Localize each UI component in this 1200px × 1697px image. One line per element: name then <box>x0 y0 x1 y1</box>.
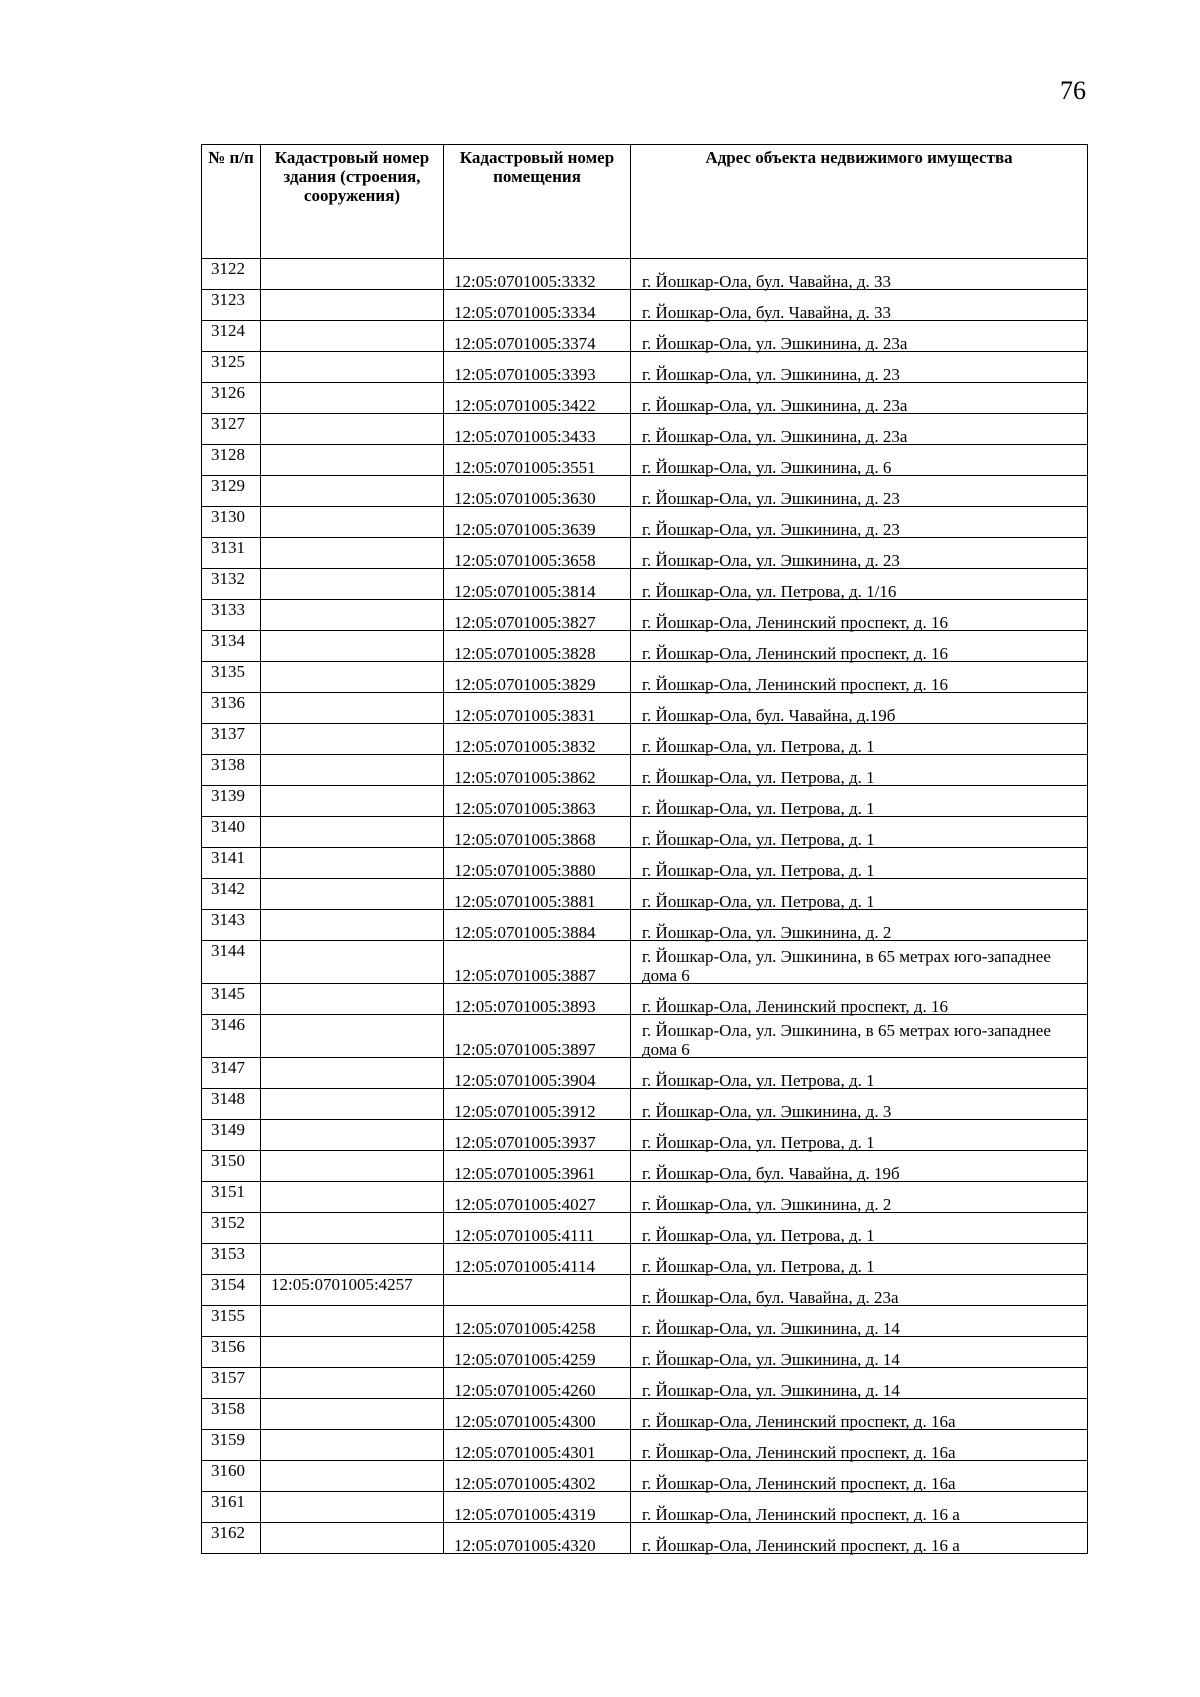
address-text: г. Йошкар-Ола, ул. Эшкинина, д. 3 <box>642 1102 892 1121</box>
address-text: г. Йошкар-Ола, ул. Эшкинина, д. 14 <box>642 1350 900 1369</box>
building-number-cell <box>261 1182 444 1213</box>
address-cell <box>631 1337 1088 1368</box>
premises-number-text: 12:05:0701005:4259 <box>454 1350 596 1369</box>
table-row <box>202 1523 1088 1554</box>
row-number-cell: 3154 <box>202 1275 261 1306</box>
building-number-cell <box>261 1015 444 1058</box>
row-number-cell: 3142 <box>202 879 261 910</box>
header-building-cadastral-number: Кадастровый номер здания (строения, сооружения) <box>261 145 444 259</box>
building-number-cell <box>261 321 444 352</box>
premises-number-text: 12:05:0701005:3912 <box>454 1102 596 1121</box>
row-number-cell: 3136 <box>202 693 261 724</box>
row-number-cell: 3147 <box>202 1058 261 1089</box>
table-row <box>202 383 1088 414</box>
building-number-cell <box>261 693 444 724</box>
address-cell <box>631 1120 1088 1151</box>
table-row <box>202 910 1088 941</box>
building-number-cell <box>261 538 444 569</box>
premises-number-text: 12:05:0701005:3893 <box>454 997 596 1016</box>
table-row <box>202 414 1088 445</box>
table-row <box>202 321 1088 352</box>
address-cell <box>631 1244 1088 1275</box>
address-cell <box>631 538 1088 569</box>
table-row <box>202 600 1088 631</box>
address-text: г. Йошкар-Ола, ул. Эшкинина, д. 23 <box>642 365 900 384</box>
premises-number-cell <box>444 941 631 984</box>
building-number-cell <box>261 445 444 476</box>
table-row <box>202 1015 1088 1058</box>
address-text: г. Йошкар-Ола, ул. Эшкинина, д. 23а <box>642 427 908 446</box>
row-number-cell: 3140 <box>202 817 261 848</box>
row-number-cell: 3133 <box>202 600 261 631</box>
address-cell <box>631 724 1088 755</box>
premises-number-cell <box>444 352 631 383</box>
building-number-cell <box>261 1368 444 1399</box>
table-row <box>202 1058 1088 1089</box>
premises-number-cell <box>444 755 631 786</box>
row-number-cell: 3131 <box>202 538 261 569</box>
table-row <box>202 662 1088 693</box>
row-number-cell: 3134 <box>202 631 261 662</box>
premises-number-cell <box>444 1120 631 1151</box>
table-row <box>202 1399 1088 1430</box>
row-number-cell: 3155 <box>202 1306 261 1337</box>
address-cell <box>631 507 1088 538</box>
row-number-cell: 3144 <box>202 941 261 984</box>
premises-number-cell <box>444 1523 631 1554</box>
premises-number-text: 12:05:0701005:3868 <box>454 830 596 849</box>
address-text: г. Йошкар-Ола, Ленинский проспект, д. 16 <box>642 997 948 1016</box>
building-number-cell <box>261 476 444 507</box>
address-text: г. Йошкар-Ола, ул. Эшкинина, в 65 метрах юго-западнее дома 6 <box>642 947 1051 985</box>
address-cell <box>631 352 1088 383</box>
premises-number-cell <box>444 1058 631 1089</box>
row-number-cell: 3123 <box>202 290 261 321</box>
premises-number-text: 12:05:0701005:3827 <box>454 613 596 632</box>
premises-number-cell <box>444 1244 631 1275</box>
premises-number-text: 12:05:0701005:3961 <box>454 1164 596 1183</box>
building-number-cell <box>261 352 444 383</box>
row-number-cell: 3162 <box>202 1523 261 1554</box>
premises-number-cell <box>444 600 631 631</box>
premises-number-cell <box>444 631 631 662</box>
table-row <box>202 1337 1088 1368</box>
header-property-address: Адрес объекта недвижимого имущества <box>631 145 1088 259</box>
table-row <box>202 1182 1088 1213</box>
address-cell <box>631 1306 1088 1337</box>
premises-number-text: 12:05:0701005:3658 <box>454 551 596 570</box>
premises-number-text: 12:05:0701005:4258 <box>454 1319 596 1338</box>
address-text: г. Йошкар-Ола, Ленинский проспект, д. 16а <box>642 1474 956 1493</box>
address-cell <box>631 1058 1088 1089</box>
premises-number-text: 12:05:0701005:3937 <box>454 1133 596 1152</box>
address-text: г. Йошкар-Ола, Ленинский проспект, д. 16 <box>642 644 948 663</box>
address-text: г. Йошкар-Ола, ул. Эшкинина, д. 23а <box>642 334 908 353</box>
address-cell <box>631 1492 1088 1523</box>
row-number-cell: 3158 <box>202 1399 261 1430</box>
address-text: г. Йошкар-Ола, ул. Эшкинина, д. 6 <box>642 458 892 477</box>
address-cell <box>631 569 1088 600</box>
premises-number-text: 12:05:0701005:3393 <box>454 365 596 384</box>
premises-number-text: 12:05:0701005:3814 <box>454 582 596 601</box>
table-row <box>202 445 1088 476</box>
address-cell <box>631 631 1088 662</box>
address-text: г. Йошкар-Ола, Ленинский проспект, д. 16а <box>642 1443 956 1462</box>
premises-number-cell <box>444 321 631 352</box>
premises-number-text: 12:05:0701005:4260 <box>454 1381 596 1400</box>
premises-number-cell <box>444 724 631 755</box>
address-text: г. Йошкар-Ола, ул. Петрова, д. 1 <box>642 768 875 787</box>
address-text: г. Йошкар-Ола, ул. Эшкинина, д. 2 <box>642 1195 892 1214</box>
building-number-cell <box>261 1399 444 1430</box>
premises-number-cell <box>444 1015 631 1058</box>
row-number-cell: 3139 <box>202 786 261 817</box>
building-number-cell <box>261 600 444 631</box>
premises-number-cell <box>444 414 631 445</box>
premises-number-cell <box>444 1213 631 1244</box>
address-cell <box>631 910 1088 941</box>
building-number-cell <box>261 848 444 879</box>
building-number-cell <box>261 1244 444 1275</box>
address-text: г. Йошкар-Ола, ул. Эшкинина, д. 14 <box>642 1319 900 1338</box>
row-number-cell: 3153 <box>202 1244 261 1275</box>
building-number-cell <box>261 290 444 321</box>
premises-number-text: 12:05:0701005:4319 <box>454 1505 596 1524</box>
address-cell <box>631 321 1088 352</box>
premises-number-text: 12:05:0701005:3433 <box>454 427 596 446</box>
premises-number-text: 12:05:0701005:3863 <box>454 799 596 818</box>
address-text: г. Йошкар-Ола, Ленинский проспект, д. 16а <box>642 1412 956 1431</box>
row-number-cell: 3152 <box>202 1213 261 1244</box>
address-cell <box>631 383 1088 414</box>
address-text: г. Йошкар-Ола, ул. Петрова, д. 1 <box>642 861 875 880</box>
address-cell <box>631 1015 1088 1058</box>
building-number-cell <box>261 1120 444 1151</box>
premises-number-text: 12:05:0701005:3897 <box>454 1040 596 1059</box>
premises-number-text: 12:05:0701005:3904 <box>454 1071 596 1090</box>
address-cell <box>631 1461 1088 1492</box>
premises-number-cell <box>444 662 631 693</box>
premises-number-cell <box>444 1337 631 1368</box>
building-number-cell <box>261 259 444 290</box>
premises-number-cell <box>444 507 631 538</box>
row-number-cell: 3149 <box>202 1120 261 1151</box>
table-row <box>202 1306 1088 1337</box>
address-cell <box>631 693 1088 724</box>
address-cell <box>631 1151 1088 1182</box>
table-row <box>202 476 1088 507</box>
row-number-cell: 3150 <box>202 1151 261 1182</box>
table-row <box>202 507 1088 538</box>
address-cell <box>631 259 1088 290</box>
address-text: г. Йошкар-Ола, ул. Петрова, д. 1 <box>642 1257 875 1276</box>
table-row <box>202 259 1088 290</box>
table-row <box>202 352 1088 383</box>
premises-number-cell <box>444 1368 631 1399</box>
address-cell <box>631 1182 1088 1213</box>
table-row <box>202 1244 1088 1275</box>
address-text: г. Йошкар-Ола, бул. Чавайна, д.19б <box>642 706 896 725</box>
premises-number-cell <box>444 848 631 879</box>
premises-number-cell <box>444 569 631 600</box>
building-number-cell <box>261 1430 444 1461</box>
address-cell <box>631 1430 1088 1461</box>
premises-number-text: 12:05:0701005:3887 <box>454 966 596 985</box>
premises-number-text: 12:05:0701005:3829 <box>454 675 596 694</box>
building-number-cell <box>261 941 444 984</box>
building-number-cell <box>261 662 444 693</box>
address-cell <box>631 984 1088 1015</box>
address-text: г. Йошкар-Ола, ул. Эшкинина, д. 2 <box>642 923 892 942</box>
table-row <box>202 631 1088 662</box>
premises-number-text: 12:05:0701005:4114 <box>454 1257 596 1276</box>
table-row <box>202 1461 1088 1492</box>
premises-number-cell <box>444 538 631 569</box>
row-number-cell: 3157 <box>202 1368 261 1399</box>
row-number-cell: 3135 <box>202 662 261 693</box>
address-cell <box>631 755 1088 786</box>
address-cell <box>631 1275 1088 1306</box>
table-row <box>202 984 1088 1015</box>
table-row <box>202 1430 1088 1461</box>
premises-number-cell <box>444 1306 631 1337</box>
address-cell <box>631 1523 1088 1554</box>
premises-number-cell <box>444 1461 631 1492</box>
table-row <box>202 817 1088 848</box>
table-row <box>202 693 1088 724</box>
table-row <box>202 941 1088 984</box>
premises-number-text: 12:05:0701005:3884 <box>454 923 596 942</box>
premises-number-text: 12:05:0701005:4320 <box>454 1536 596 1555</box>
table-row <box>202 786 1088 817</box>
premises-number-text: 12:05:0701005:4111 <box>454 1226 595 1245</box>
premises-number-cell <box>444 693 631 724</box>
address-text: г. Йошкар-Ола, ул. Эшкинина, д. 23 <box>642 489 900 508</box>
building-number-cell <box>261 383 444 414</box>
premises-number-cell <box>444 1399 631 1430</box>
row-number-cell: 3122 <box>202 259 261 290</box>
building-number-cell <box>261 1523 444 1554</box>
building-number-cell <box>261 1461 444 1492</box>
row-number-cell: 3124 <box>202 321 261 352</box>
address-text: г. Йошкар-Ола, ул. Петрова, д. 1 <box>642 1071 875 1090</box>
building-number-cell <box>261 879 444 910</box>
address-text: г. Йошкар-Ола, Ленинский проспект, д. 16 <box>642 675 948 694</box>
row-number-cell: 3159 <box>202 1430 261 1461</box>
row-number-cell: 3129 <box>202 476 261 507</box>
address-cell <box>631 879 1088 910</box>
building-number-cell <box>261 1213 444 1244</box>
address-text: г. Йошкар-Ола, ул. Петрова, д. 1 <box>642 892 875 911</box>
address-cell <box>631 600 1088 631</box>
address-text: г. Йошкар-Ола, Ленинский проспект, д. 16 а <box>642 1505 960 1524</box>
address-text: г. Йошкар-Ола, ул. Петрова, д. 1 <box>642 1133 875 1152</box>
premises-number-cell <box>444 445 631 476</box>
premises-number-cell <box>444 1430 631 1461</box>
address-text: г. Йошкар-Ола, ул. Петрова, д. 1 <box>642 737 875 756</box>
table-row <box>202 755 1088 786</box>
address-text: г. Йошкар-Ола, ул. Петрова, д. 1 <box>642 799 875 818</box>
premises-number-text: 12:05:0701005:3880 <box>454 861 596 880</box>
premises-number-cell <box>444 1151 631 1182</box>
table-row <box>202 848 1088 879</box>
building-number-cell <box>261 1337 444 1368</box>
address-text: г. Йошкар-Ола, ул. Петрова, д. 1/16 <box>642 582 897 601</box>
address-cell <box>631 817 1088 848</box>
premises-number-text: 12:05:0701005:4301 <box>454 1443 596 1462</box>
premises-number-cell <box>444 259 631 290</box>
building-number-cell <box>261 569 444 600</box>
address-text: г. Йошкар-Ола, бул. Чавайна, д. 23а <box>642 1288 899 1307</box>
address-cell <box>631 662 1088 693</box>
table-row <box>202 569 1088 600</box>
premises-number-text: 12:05:0701005:3334 <box>454 303 596 322</box>
address-cell <box>631 1089 1088 1120</box>
premises-number-text: 12:05:0701005:4302 <box>454 1474 596 1493</box>
building-number-cell <box>261 414 444 445</box>
header-premises-cadastral-number: Кадастровый номер помещения <box>444 145 631 259</box>
row-number-cell: 3130 <box>202 507 261 538</box>
address-cell <box>631 414 1088 445</box>
page-number: 76 <box>1060 76 1086 105</box>
address-text: г. Йошкар-Ола, Ленинский проспект, д. 16 <box>642 613 948 632</box>
row-number-cell: 3128 <box>202 445 261 476</box>
row-number-cell: 3132 <box>202 569 261 600</box>
address-cell <box>631 445 1088 476</box>
building-number-cell <box>261 984 444 1015</box>
table-row <box>202 1275 1088 1306</box>
building-number-cell <box>261 910 444 941</box>
premises-number-cell <box>444 383 631 414</box>
address-cell <box>631 786 1088 817</box>
address-text: г. Йошкар-Ола, ул. Эшкинина, д. 23а <box>642 396 908 415</box>
premises-number-text: 12:05:0701005:4027 <box>454 1195 596 1214</box>
premises-number-text: 12:05:0701005:3832 <box>454 737 596 756</box>
row-number-cell: 3143 <box>202 910 261 941</box>
building-number-cell <box>261 631 444 662</box>
premises-number-cell <box>444 817 631 848</box>
row-number-cell: 3160 <box>202 1461 261 1492</box>
building-number-cell <box>261 786 444 817</box>
table-header-row <box>202 145 1088 259</box>
address-text: г. Йошкар-Ола, ул. Эшкинина, д. 23 <box>642 520 900 539</box>
building-number-cell <box>261 1089 444 1120</box>
building-number-cell <box>261 817 444 848</box>
premises-number-text: 12:05:0701005:3551 <box>454 458 596 477</box>
table-row <box>202 1089 1088 1120</box>
premises-number-text: 12:05:0701005:3639 <box>454 520 596 539</box>
address-cell <box>631 848 1088 879</box>
premises-number-cell <box>444 476 631 507</box>
address-cell <box>631 1399 1088 1430</box>
row-number-cell: 3151 <box>202 1182 261 1213</box>
building-number-cell <box>261 507 444 538</box>
row-number-cell: 3141 <box>202 848 261 879</box>
row-number-cell: 3156 <box>202 1337 261 1368</box>
premises-number-cell <box>444 786 631 817</box>
address-text: г. Йошкар-Ола, бул. Чавайна, д. 19б <box>642 1164 900 1183</box>
row-number-cell: 3127 <box>202 414 261 445</box>
premises-number-text: 12:05:0701005:3828 <box>454 644 596 663</box>
table-row <box>202 1213 1088 1244</box>
premises-number-cell <box>444 1089 631 1120</box>
row-number-cell: 3137 <box>202 724 261 755</box>
building-number-cell <box>261 1151 444 1182</box>
row-number-cell: 3161 <box>202 1492 261 1523</box>
premises-number-text: 12:05:0701005:3862 <box>454 768 596 787</box>
address-text: г. Йошкар-Ола, Ленинский проспект, д. 16 а <box>642 1536 960 1555</box>
premises-number-cell <box>444 1275 631 1306</box>
row-number-cell: 3146 <box>202 1015 261 1058</box>
premises-number-cell <box>444 910 631 941</box>
premises-number-text: 12:05:0701005:3332 <box>454 272 596 291</box>
building-number-cell <box>261 1492 444 1523</box>
row-number-cell: 3148 <box>202 1089 261 1120</box>
premises-number-text: 12:05:0701005:3630 <box>454 489 596 508</box>
property-registry-table <box>201 144 1088 1554</box>
premises-number-cell <box>444 879 631 910</box>
premises-number-cell <box>444 1182 631 1213</box>
address-text: г. Йошкар-Ола, бул. Чавайна, д. 33 <box>642 303 892 322</box>
table-body <box>202 259 1088 1554</box>
building-number-cell <box>261 724 444 755</box>
building-number-cell <box>261 1306 444 1337</box>
table-row <box>202 724 1088 755</box>
row-number-cell: 3126 <box>202 383 261 414</box>
premises-number-cell <box>444 984 631 1015</box>
premises-number-text: 12:05:0701005:3422 <box>454 396 596 415</box>
building-number-cell: 12:05:0701005:4257 <box>261 1275 444 1306</box>
row-number-cell: 3125 <box>202 352 261 383</box>
address-cell <box>631 1213 1088 1244</box>
premises-number-text: 12:05:0701005:3374 <box>454 334 596 353</box>
table-row <box>202 879 1088 910</box>
address-text: г. Йошкар-Ола, бул. Чавайна, д. 33 <box>642 272 892 291</box>
row-number-cell: 3145 <box>202 984 261 1015</box>
premises-number-cell <box>444 290 631 321</box>
address-cell <box>631 1368 1088 1399</box>
header-row-number: № п/п <box>202 145 261 259</box>
premises-number-text: 12:05:0701005:3881 <box>454 892 596 911</box>
table-row <box>202 1368 1088 1399</box>
address-text: г. Йошкар-Ола, ул. Эшкинина, д. 23 <box>642 551 900 570</box>
premises-number-cell <box>444 1492 631 1523</box>
table-row <box>202 538 1088 569</box>
row-number-cell: 3138 <box>202 755 261 786</box>
premises-number-text: 12:05:0701005:3831 <box>454 706 596 725</box>
building-number-cell <box>261 755 444 786</box>
address-text: г. Йошкар-Ола, ул. Петрова, д. 1 <box>642 830 875 849</box>
address-text: г. Йошкар-Ола, ул. Эшкинина, д. 14 <box>642 1381 900 1400</box>
address-text: г. Йошкар-Ола, ул. Петрова, д. 1 <box>642 1226 875 1245</box>
building-number-cell <box>261 1058 444 1089</box>
table-row <box>202 1120 1088 1151</box>
premises-number-text: 12:05:0701005:4300 <box>454 1412 596 1431</box>
table-row <box>202 1492 1088 1523</box>
address-cell <box>631 290 1088 321</box>
table-row <box>202 290 1088 321</box>
table-row <box>202 1151 1088 1182</box>
address-text: г. Йошкар-Ола, ул. Эшкинина, в 65 метрах юго-западнее дома 6 <box>642 1021 1051 1059</box>
address-cell <box>631 941 1088 984</box>
address-cell <box>631 476 1088 507</box>
